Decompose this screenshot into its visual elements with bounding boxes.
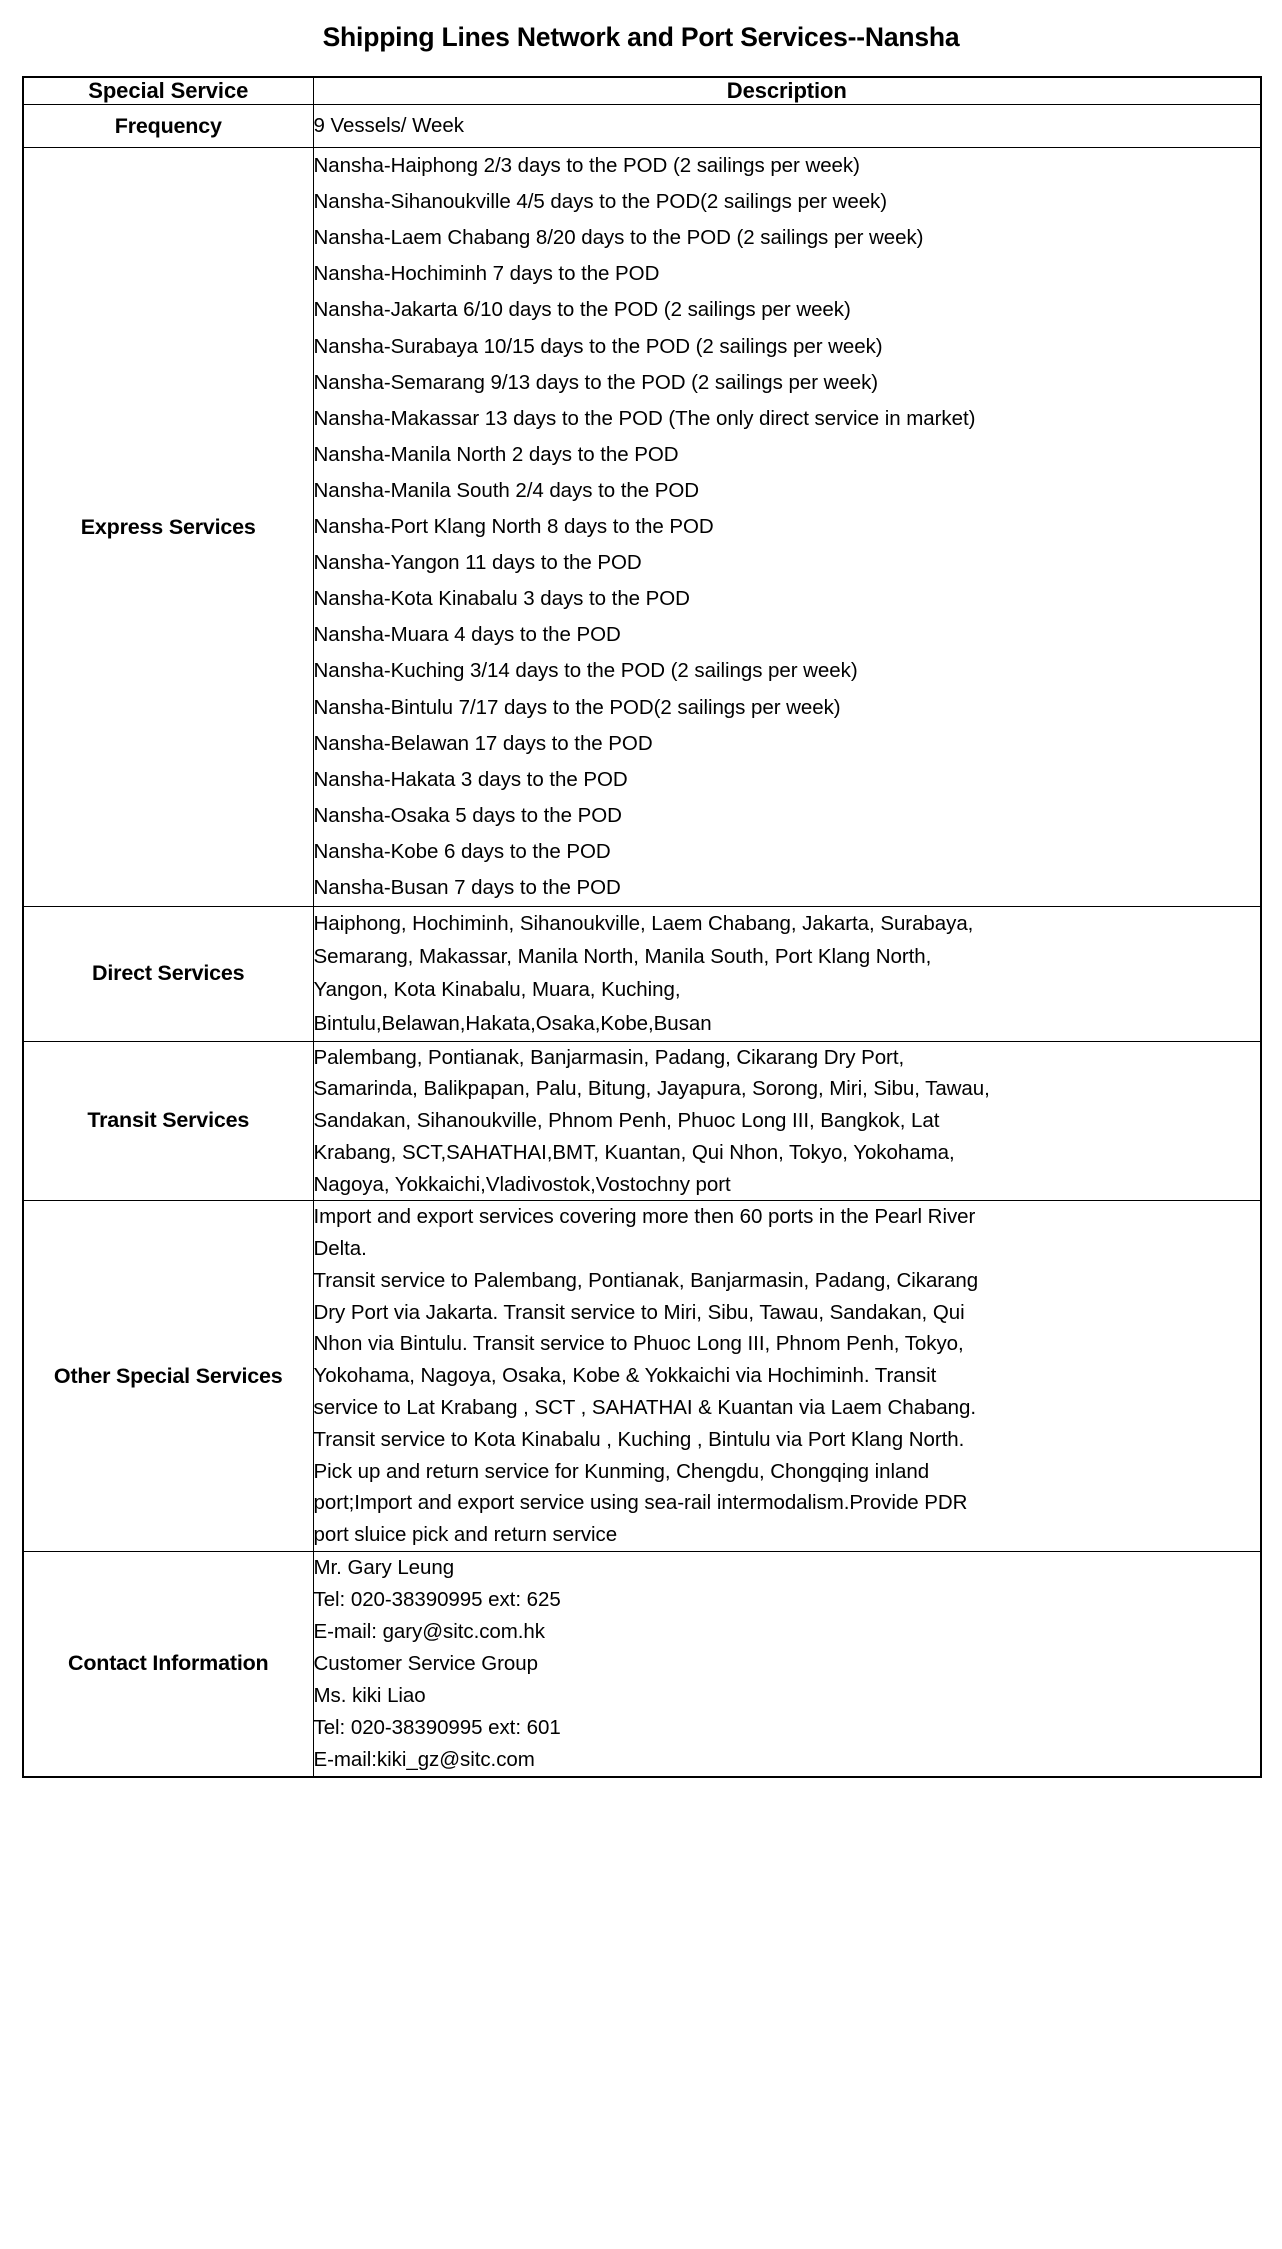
- row-label-contact-information: Contact Information: [23, 1551, 313, 1776]
- text-line: Nansha-Surabaya 10/15 days to the POD (2 sailings per week): [313, 334, 883, 358]
- other-special-service-line-list: [314, 1201, 1261, 1550]
- text-line: Pick up and return service for Kunming, Chengdu, Chongqing inland: [313, 1459, 930, 1483]
- express-service-line-list: [314, 148, 1261, 906]
- text-line: port sluice pick and return service: [313, 1523, 618, 1547]
- text-line: Semarang, Makassar, Manila North, Manila South, Port Klang North,: [313, 945, 932, 969]
- row-value-frequency: 9 Vessels/ Week: [313, 104, 1261, 148]
- text-line: Haiphong, Hochiminh, Sihanoukville, Laem Chabang, Jakarta, Surabaya,: [313, 911, 974, 935]
- text-line: Yokohama, Nagoya, Osaka, Kobe & Yokkaichi via Hochiminh. Transit: [313, 1364, 937, 1388]
- table-row-express-services: [23, 148, 1261, 907]
- text-line: Delta.: [313, 1237, 367, 1261]
- text-line: Nansha-Manila North 2 days to the POD: [313, 442, 679, 466]
- shipping-services-table: [22, 76, 1262, 1778]
- text-line: Nansha-Jakarta 6/10 days to the POD (2 sailings per week): [313, 298, 851, 322]
- table-header-row: [23, 77, 1261, 105]
- text-line: Tel: 020-38390995 ext: 601: [313, 1715, 561, 1739]
- text-line: port;Import and export service using sea-rail intermodalism.Provide PDR: [313, 1491, 968, 1515]
- text-line: Nansha-Kuching 3/14 days to the POD (2 sailings per week): [313, 659, 858, 683]
- table-row-other-special-services: [23, 1201, 1261, 1551]
- text-line: Nansha-Hochiminh 7 days to the POD: [313, 262, 660, 286]
- text-line: Nagoya, Yokkaichi,Vladivostok,Vostochny port: [313, 1172, 731, 1196]
- row-value-contact-information: [313, 1551, 1261, 1776]
- text-line: Nansha-Belawan 17 days to the POD: [313, 731, 653, 755]
- contact-line-list: [314, 1552, 1261, 1776]
- text-line: Nansha-Kota Kinabalu 3 days to the POD: [313, 587, 690, 611]
- text-line: Bintulu,Belawan,Hakata,Osaka,Kobe,Busan: [313, 1011, 712, 1035]
- text-line: Transit service to Palembang, Pontianak, Banjarmasin, Padang, Cikarang: [313, 1268, 979, 1292]
- text-line: Nansha-Busan 7 days to the POD: [313, 875, 621, 899]
- text-line: Nansha-Bintulu 7/17 days to the POD(2 sailings per week): [313, 695, 841, 719]
- row-value-other-special-services: [313, 1201, 1261, 1551]
- text-line: Dry Port via Jakarta. Transit service to Miri, Sibu, Tawau, Sandakan, Qui: [313, 1300, 965, 1324]
- column-header-special-service: Special Service: [23, 77, 313, 105]
- text-line: Nansha-Sihanoukville 4/5 days to the POD(2 sailings per week): [313, 190, 888, 214]
- text-line: Import and export services covering more then 60 ports in the Pearl River: [313, 1205, 976, 1229]
- text-line: Nansha-Laem Chabang 8/20 days to the POD (2 sailings per week): [313, 226, 924, 250]
- row-label-express-services: Express Services: [23, 148, 313, 907]
- text-line: service to Lat Krabang , SCT , SAHATHAI & Kuantan via Laem Chabang.: [313, 1396, 976, 1419]
- row-label-frequency: Frequency: [23, 104, 313, 148]
- row-value-transit-services: [313, 1041, 1261, 1201]
- table-row-contact-information: [23, 1551, 1261, 1776]
- text-line: Krabang, SCT,SAHATHAI,BMT, Kuantan, Qui Nhon, Tokyo, Yokohama,: [313, 1140, 955, 1164]
- column-header-description: Description: [313, 77, 1261, 105]
- row-label-transit-services: Transit Services: [23, 1041, 313, 1201]
- text-line: Nansha-Muara 4 days to the POD: [313, 623, 621, 647]
- text-line: E-mail:kiki_gz@sitc.com: [313, 1747, 535, 1771]
- text-line: Transit service to Kota Kinabalu , Kuching , Bintulu via Port Klang North.: [313, 1427, 965, 1451]
- text-line: Nansha-Manila South 2/4 days to the POD: [313, 478, 699, 502]
- text-line: Nansha-Kobe 6 days to the POD: [313, 839, 611, 863]
- row-value-express-services: [313, 148, 1261, 907]
- text-line: Mr. Gary Leung: [313, 1555, 455, 1579]
- text-line: Nansha-Osaka 5 days to the POD: [313, 803, 622, 827]
- row-label-other-special-services: Other Special Services: [23, 1201, 313, 1551]
- page-title: Shipping Lines Network and Port Services--Nansha: [322, 22, 960, 52]
- text-line: Palembang, Pontianak, Banjarmasin, Padang, Cikarang Dry Port,: [313, 1045, 905, 1069]
- text-line: Yangon, Kota Kinabalu, Muara, Kuching,: [313, 978, 681, 1002]
- text-line: Nansha-Semarang 9/13 days to the POD (2 sailings per week): [313, 370, 879, 394]
- transit-service-line-list: [314, 1042, 1261, 1201]
- table-row-frequency: [23, 104, 1261, 148]
- row-value-direct-services: [313, 907, 1261, 1041]
- table-row-direct-services: [23, 907, 1261, 1041]
- table-row-transit-services: [23, 1041, 1261, 1201]
- text-line: Nansha-Makassar 13 days to the POD (The only direct service in market): [313, 406, 976, 430]
- text-line: Nansha-Haiphong 2/3 days to the POD (2 sailings per week): [313, 154, 860, 178]
- text-line: E-mail: gary@sitc.com.hk: [313, 1619, 545, 1643]
- text-line: Ms. kiki Liao: [313, 1683, 426, 1707]
- text-line: Nansha-Hakata 3 days to the POD: [313, 767, 628, 791]
- text-line: Samarinda, Balikpapan, Palu, Bitung, Jayapura, Sorong, Miri, Sibu, Tawau,: [313, 1077, 990, 1101]
- row-label-direct-services: Direct Services: [23, 907, 313, 1041]
- text-line: Sandakan, Sihanoukville, Phnom Penh, Phuoc Long III, Bangkok, Lat: [313, 1109, 940, 1133]
- text-line: Nansha-Yangon 11 days to the POD: [313, 551, 642, 575]
- text-line: Nhon via Bintulu. Transit service to Phuoc Long III, Phnom Penh, Tokyo,: [313, 1332, 964, 1356]
- direct-service-line-list: [314, 907, 1261, 1040]
- text-line: Tel: 020-38390995 ext: 625: [313, 1587, 561, 1611]
- text-line: Customer Service Group: [313, 1651, 538, 1675]
- text-line: Nansha-Port Klang North 8 days to the POD: [313, 515, 714, 539]
